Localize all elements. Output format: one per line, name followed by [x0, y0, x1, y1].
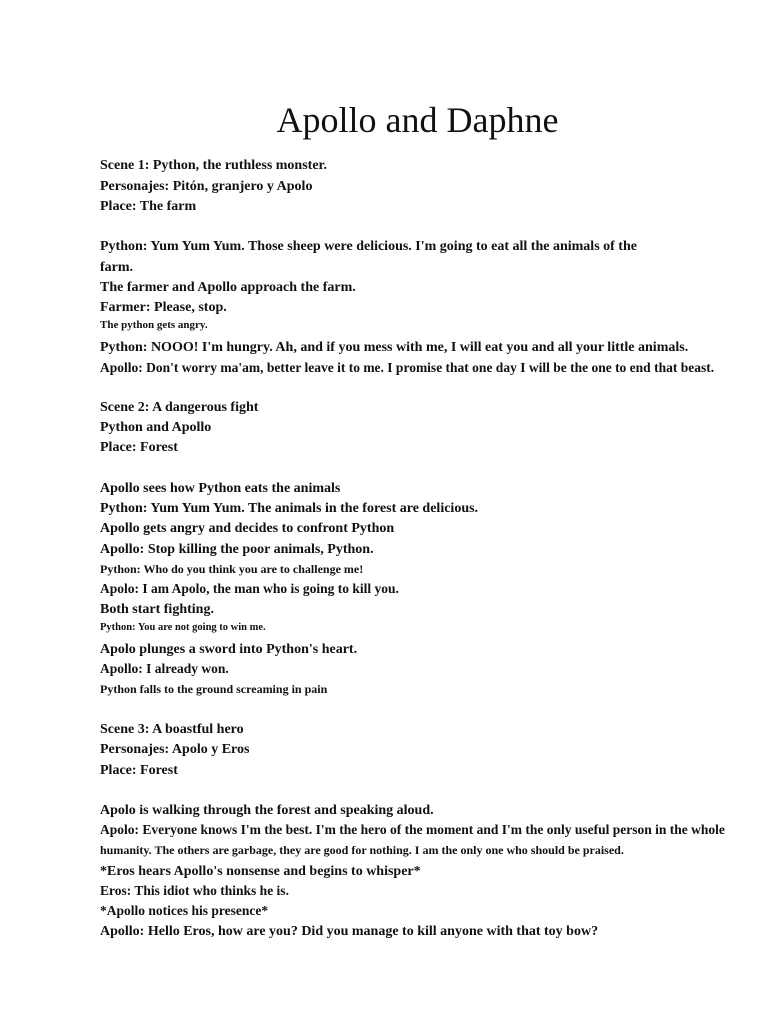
- scene1-line: The farmer and Apollo approach the farm.: [100, 280, 356, 295]
- scene2-heading: Scene 2: A dangerous fight: [100, 400, 259, 415]
- scene1-line: Python: Yum Yum Yum. Those sheep were delicious. I'm going to eat all the animals of the: [100, 239, 637, 254]
- scene2-line: Python: You are not going to win me.: [100, 622, 266, 633]
- scene1-line: Apollo: Don't worry ma'am, better leave it to me. I promise that one day I will be the one to end that beast.: [100, 360, 715, 375]
- scene1-line: farm.: [100, 260, 134, 275]
- scene3-line: Apolo: Everyone knows I'm the best. I'm the hero of the moment and I'm the only useful person in the whole: [100, 822, 725, 837]
- scene3-heading: Scene 3: A boastful hero: [100, 722, 244, 737]
- scene2-line: Python falls to the ground screaming in pain: [100, 682, 328, 696]
- scene1-characters: Personajes: Pitón, granjero y Apolo: [100, 179, 313, 194]
- scene3-line: humanity. The others are garbage, they are good for nothing. I am the only one who should be praised.: [100, 843, 624, 857]
- scene2-line: Apollo: Stop killing the poor animals, Python.: [100, 542, 374, 557]
- scene1-line: Farmer: Please, stop.: [100, 300, 227, 315]
- document-title: Apollo and Daphne: [276, 100, 559, 140]
- scene2-line: Python: Who do you think you are to challenge me!: [100, 562, 364, 576]
- scene3-line: *Eros hears Apollo's nonsense and begins to whisper*: [100, 864, 421, 879]
- scene2-line: Apolo: I am Apolo, the man who is going to kill you.: [100, 581, 399, 596]
- scene1-place: Place: The farm: [100, 199, 197, 214]
- scene3-line: *Apollo notices his presence*: [100, 903, 269, 918]
- scene3-place: Place: Forest: [100, 763, 178, 778]
- scene2-line: Apolo plunges a sword into Python's heart.: [100, 642, 358, 657]
- scene2-characters: Python and Apollo: [100, 420, 212, 435]
- scene1-line: The python gets angry.: [100, 319, 208, 331]
- scene2-line: Apollo gets angry and decides to confront Python: [100, 521, 395, 536]
- scene1-heading: Scene 1: Python, the ruthless monster.: [100, 158, 327, 173]
- scene2-line: Both start fighting.: [100, 602, 214, 617]
- scene2-line: Apollo sees how Python eats the animals: [100, 481, 341, 496]
- scene3-line: Eros: This idiot who thinks he is.: [100, 883, 289, 898]
- scene2-line: Apollo: I already won.: [100, 661, 229, 676]
- scene3-line: Apolo is walking through the forest and speaking aloud.: [100, 803, 434, 818]
- scene1-line: Python: NOOO! I'm hungry. Ah, and if you mess with me, I will eat you and all your little animals.: [100, 340, 689, 355]
- scene3-characters: Personajes: Apolo y Eros: [100, 742, 250, 757]
- scene2-place: Place: Forest: [100, 440, 178, 455]
- scene2-line: Python: Yum Yum Yum. The animals in the forest are delicious.: [100, 501, 479, 516]
- scene3-line: Apollo: Hello Eros, how are you? Did you manage to kill anyone with that toy bow?: [100, 924, 599, 939]
